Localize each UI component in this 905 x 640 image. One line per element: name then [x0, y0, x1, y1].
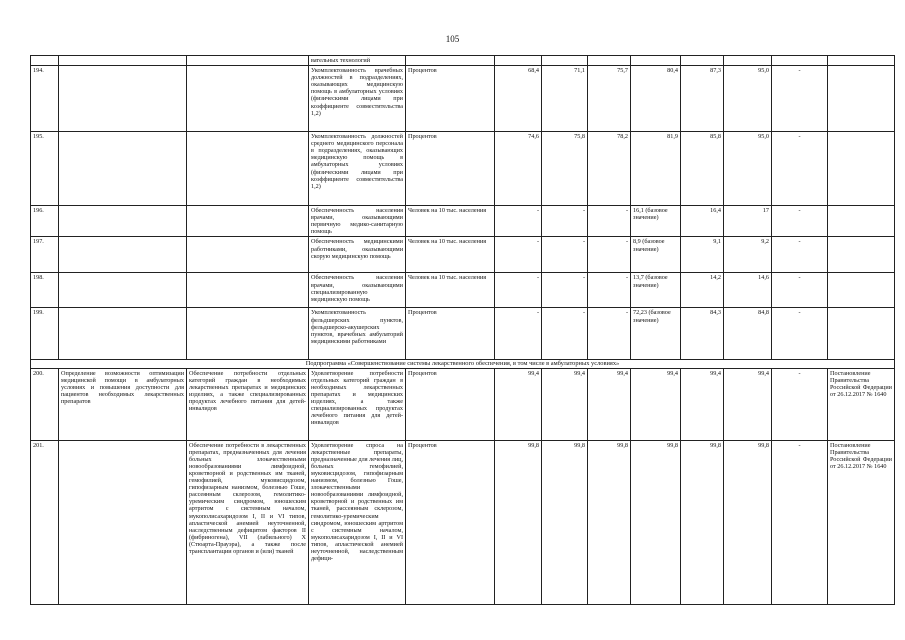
unit-cell: Процентов — [406, 368, 495, 440]
value-cell: 99,4 — [495, 368, 542, 440]
table-row — [31, 308, 895, 360]
value-cell: 75,7 — [588, 66, 631, 132]
value-cell: 74,6 — [495, 132, 542, 206]
legal-basis-cell: Постановление Правительства Российской Федерации от 26.12.2017 № 1640 — [828, 368, 895, 440]
value-cell: 16,1 (базовое значение) — [631, 206, 681, 237]
value-cell: 13,7 (базовое значение) — [631, 273, 681, 308]
indicator-cell: вательных технологий — [309, 56, 406, 66]
indicator-cell: Укомплектованность фельдшерских пунктов, фельдшерско-акушерских пунктов, врачебных амбулаторий медицинскими работниками — [309, 308, 406, 360]
value-cell: 75,8 — [542, 132, 588, 206]
value-cell: - — [772, 206, 828, 237]
value-cell: - — [772, 440, 828, 604]
indicator-cell: Укомплектованность должностей среднего медицинского персонала в подразделениях, оказывающих медицинскую помощь в амбулаторных условиях (физическими лицами при коэффициенте совместительства 1,2) — [309, 132, 406, 206]
value-cell: 78,2 — [588, 132, 631, 206]
value-cell: 9,1 — [681, 237, 724, 273]
goal-cell: Определение возможности оптимизации медицинской помощи в амбулаторных условиях и повышения доступности для пациентов необходимых лекарственных препаратов — [59, 368, 187, 440]
unit-cell: Человек на 10 тыс. населения — [406, 273, 495, 308]
value-cell: 99,8 — [631, 440, 681, 604]
table-row — [31, 132, 895, 206]
value-cell: - — [772, 368, 828, 440]
indicator-cell: Укомплектованность врачебных должностей в подразделениях, оказывающих медицинскую помощь в амбулаторных условиях (физическими лицами при коэффициенте совместительства 1,2) — [309, 66, 406, 132]
value-cell: 68,4 — [495, 66, 542, 132]
value-cell: - — [542, 237, 588, 273]
value-cell: 16,4 — [681, 206, 724, 237]
task-cell: Обеспечение потребности в лекарственных препаратах, предназначенных для лечения больных злокачественными новообразованиями лимфоидной, кроветворной и родственных им тканей, гемофилией, муковисцидозом, гипофизарным нанизмом, болезнью Гоше, рассеянным склерозом, гемолитико-уремическим синдромом, юношеским артритом с системным началом, мукополисахаридозом I, II и VI типов, апластической анемией неуточненной, наследственным дефицитом факторов II (фибриногена), VII (лабильного) X (Стюарта-Прауэра), а также после трансплантации органов и (или) тканей — [187, 440, 309, 604]
subprogram-row — [31, 360, 895, 368]
value-cell: 84,8 — [724, 308, 772, 360]
indicator-cell: Обеспеченность населения врачами, оказывающими специализированную медицинскую помощь — [309, 273, 406, 308]
value-cell: - — [588, 273, 631, 308]
value-cell: 99,4 — [724, 368, 772, 440]
row-number: 197. — [31, 237, 59, 273]
value-cell: 80,4 — [631, 66, 681, 132]
value-cell: 72,23 (базовое значение) — [631, 308, 681, 360]
value-cell: 81,9 — [631, 132, 681, 206]
value-cell: 14,2 — [681, 273, 724, 308]
task-cell: Обеспечение потребности отдельных категорий граждан в необходимых лекарственных препаратах и медицинских изделиях, а также специализированных продуктах лечебного питания для детей-инвалидов — [187, 368, 309, 440]
value-cell: 99,8 — [588, 440, 631, 604]
indicator-cell: Обеспеченность населения врачами, оказывающими первичную медико-санитарную помощь — [309, 206, 406, 237]
value-cell: 99,8 — [495, 440, 542, 604]
table-row — [31, 66, 895, 132]
value-cell: 14,6 — [724, 273, 772, 308]
indicator-cell: Удовлетворение спроса на лекарственные препараты, предназначенные для лечения лиц, больных гемофилией, муковисцидозом, гипофизарным нанизмом, болезнью Гоше, злокачественными новообразованиями лимфоидной, кроветворной и родственных им тканей, рассеянным склерозом, гемолитико-уремическим синдромом, юношеским артритом с системным началом, мукополисахаридозом I, II и VI типов, апластической анемией неуточненной, наследственным дефици- — [309, 440, 406, 604]
unit-cell: Человек на 10 тыс. населения — [406, 206, 495, 237]
value-cell: 95,0 — [724, 132, 772, 206]
subprogram-title: Подпрограмма «Совершенствование системы лекарственного обеспечения, в том числе в амбулаторных условиях» — [31, 360, 895, 368]
row-number: 200. — [31, 368, 59, 440]
value-cell: 99,4 — [631, 368, 681, 440]
value-cell: - — [772, 308, 828, 360]
value-cell: - — [588, 206, 631, 237]
row-number: 198. — [31, 273, 59, 308]
unit-cell: Процентов — [406, 66, 495, 132]
value-cell: - — [495, 237, 542, 273]
row-number: 196. — [31, 206, 59, 237]
table-row — [31, 206, 895, 237]
value-cell: 17 — [724, 206, 772, 237]
indicator-cell: Удовлетворение потребности отдельных категорий граждан в необходимых лекарственных препаратах и медицинских изделиях, а также специализированных продуктах лечебного питания для детей-инвалидов — [309, 368, 406, 440]
row-number: 201. — [31, 440, 59, 604]
unit-cell: Процентов — [406, 132, 495, 206]
value-cell: 99,4 — [681, 368, 724, 440]
row-number: 199. — [31, 308, 59, 360]
value-cell: - — [772, 237, 828, 273]
indicator-cell: Обеспеченность медицинскими работниками, оказывающими скорую медицинскую помощь — [309, 237, 406, 273]
value-cell: - — [542, 308, 588, 360]
unit-cell: Человек на 10 тыс. населения — [406, 237, 495, 273]
table-row — [31, 440, 895, 604]
value-cell: 85,8 — [681, 132, 724, 206]
value-cell: - — [495, 273, 542, 308]
value-cell: 84,3 — [681, 308, 724, 360]
goal-cell — [59, 440, 187, 604]
value-cell: - — [542, 206, 588, 237]
value-cell: - — [542, 273, 588, 308]
value-cell: - — [588, 308, 631, 360]
value-cell: 99,8 — [724, 440, 772, 604]
value-cell: 87,3 — [681, 66, 724, 132]
value-cell: 9,2 — [724, 237, 772, 273]
row-number: 195. — [31, 132, 59, 206]
value-cell: - — [772, 66, 828, 132]
unit-cell: Процентов — [406, 440, 495, 604]
value-cell: 95,0 — [724, 66, 772, 132]
value-cell: 99,4 — [542, 368, 588, 440]
value-cell: 99,4 — [588, 368, 631, 440]
value-cell: 71,1 — [542, 66, 588, 132]
row-number: 194. — [31, 66, 59, 132]
indicators-table — [30, 55, 895, 605]
legal-basis-cell: Постановление Правительства Российской Федерации от 26.12.2017 № 1640 — [828, 440, 895, 604]
value-cell: - — [495, 308, 542, 360]
page-number: 105 — [445, 34, 460, 44]
value-cell: - — [772, 132, 828, 206]
value-cell: 99,8 — [542, 440, 588, 604]
value-cell: - — [772, 273, 828, 308]
value-cell: - — [495, 206, 542, 237]
table-row — [31, 273, 895, 308]
table-row — [31, 237, 895, 273]
value-cell: 99,8 — [681, 440, 724, 604]
table-row — [31, 368, 895, 440]
value-cell: - — [588, 237, 631, 273]
unit-cell: Процентов — [406, 308, 495, 360]
table-row — [31, 56, 895, 66]
value-cell: 8,9 (базовое значение) — [631, 237, 681, 273]
